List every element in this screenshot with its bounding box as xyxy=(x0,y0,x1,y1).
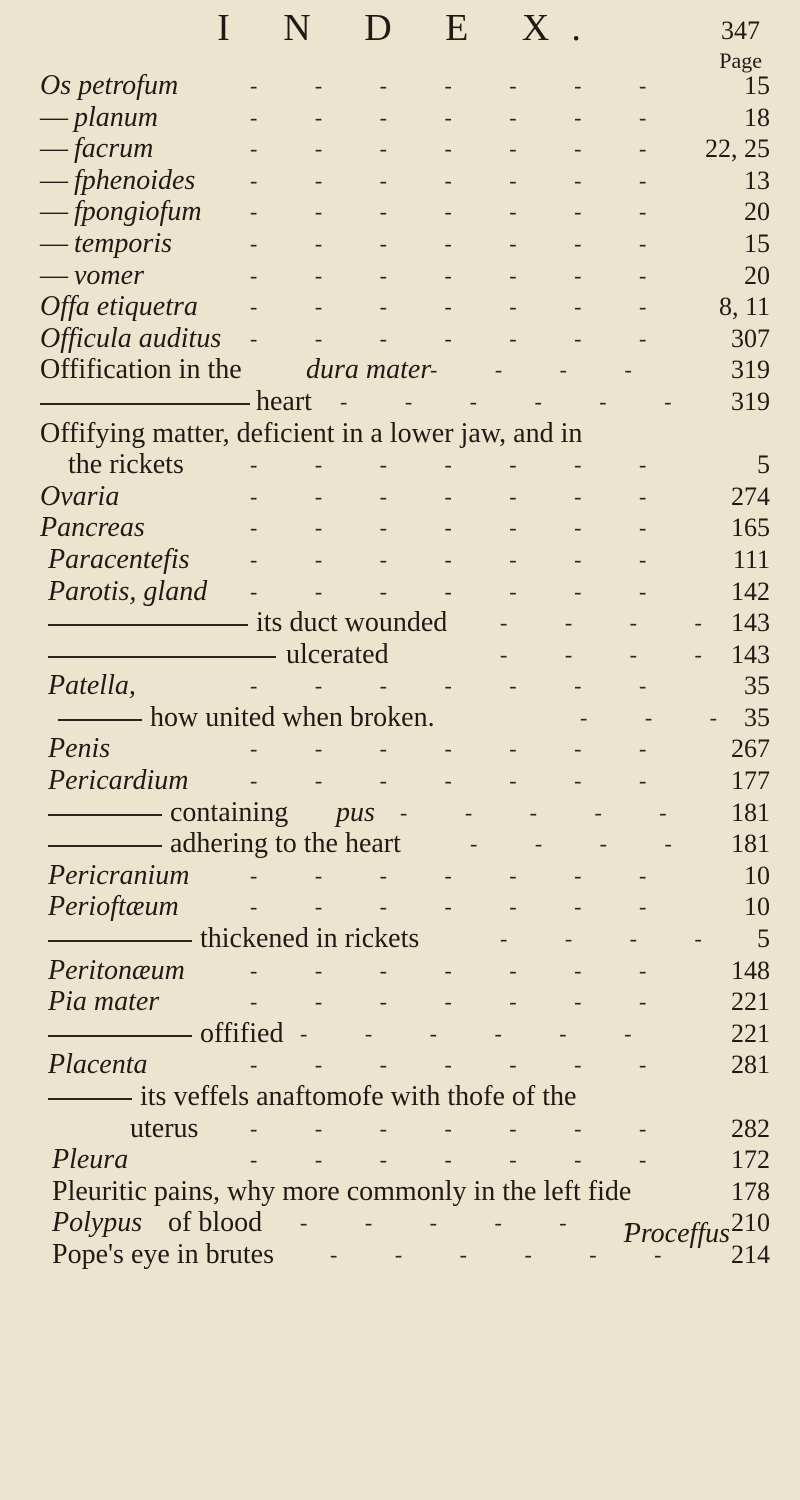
entry-term: Ovaria xyxy=(40,480,120,512)
leader-dots: - - - - - - - xyxy=(250,862,647,888)
leader-dots: - - - - - - - xyxy=(250,989,647,1015)
index-entry xyxy=(0,860,800,892)
entry-dash: — xyxy=(40,196,68,228)
ditto-rule xyxy=(58,719,142,721)
entry-term: Offification in the xyxy=(40,354,242,386)
entry-dash: — xyxy=(40,101,68,133)
entry-term: heart xyxy=(256,385,312,417)
leader-dots: - - - - - - xyxy=(300,1020,632,1046)
leader-dots: - - - - - - xyxy=(330,1241,662,1267)
index-entry xyxy=(0,70,800,102)
index-entry xyxy=(0,670,800,702)
entry-page: 181 xyxy=(731,829,770,859)
leader-dots: - - - - - - - xyxy=(250,957,647,983)
index-entry xyxy=(0,828,800,860)
index-entry xyxy=(0,1081,800,1113)
entry-page: 181 xyxy=(731,797,770,827)
entry-page: 221 xyxy=(731,1018,770,1048)
leader-dots: - - - - - - - xyxy=(250,515,647,541)
index-entry xyxy=(0,165,800,197)
index-entry xyxy=(0,544,800,576)
index-entry xyxy=(0,576,800,608)
leader-dots: - - - - - - - xyxy=(250,578,647,604)
entry-page: 5 xyxy=(757,450,770,480)
entry-page: 210 xyxy=(731,1208,770,1238)
index-entry xyxy=(0,418,800,450)
entry-term: Offifying matter, deficient in a lower jaw, and in xyxy=(40,417,583,449)
entry-page: 319 xyxy=(731,386,770,416)
ditto-rule xyxy=(40,403,250,405)
entry-term: fpongiofum xyxy=(74,196,202,228)
leader-dots: - - - - - - - xyxy=(250,104,647,130)
index-entry xyxy=(0,765,800,797)
leader-dots: - - - - - - - xyxy=(250,673,647,699)
entry-page: 178 xyxy=(731,1176,770,1206)
index-entry xyxy=(0,733,800,765)
index-entry xyxy=(0,196,800,228)
index-entry xyxy=(0,702,800,734)
leader-dots: - - - - - - - xyxy=(250,768,647,794)
index-entry xyxy=(0,449,800,481)
index-entry xyxy=(0,323,800,355)
entry-term: Pleuritic pains, why more commonly in the left fide xyxy=(52,1175,632,1207)
entry-term-italic: dura mater xyxy=(306,354,432,386)
leader-dots: - - - - - - - xyxy=(250,483,647,509)
index-entry xyxy=(0,1018,800,1050)
entry-term: fphenoides xyxy=(74,164,196,196)
entry-page: 35 xyxy=(744,702,770,732)
entry-term: offified xyxy=(200,1017,284,1049)
running-title: I N D E X. xyxy=(217,7,603,49)
entry-page: 177 xyxy=(731,766,770,796)
leader-dots: - - - - - - - xyxy=(250,1115,647,1141)
leader-dots: - - - - - - - xyxy=(250,262,647,288)
entry-term: containing xyxy=(170,796,289,828)
entry-page: 18 xyxy=(744,102,770,132)
entry-page: 307 xyxy=(731,323,770,353)
entry-page: 22, 25 xyxy=(705,134,770,164)
leader-dots: - - - - xyxy=(470,831,672,857)
entry-term: its duct wounded xyxy=(256,607,448,639)
leader-dots: - - - - - - xyxy=(340,388,672,414)
entry-term: planum xyxy=(74,101,158,133)
entry-term: Perioftæum xyxy=(48,891,179,923)
entry-page: 20 xyxy=(744,260,770,290)
index-entry xyxy=(0,386,800,418)
leader-dots: - - - - xyxy=(500,641,702,667)
entry-page: 165 xyxy=(731,513,770,543)
leader-dots: - - - - - - - xyxy=(250,1052,647,1078)
entry-page: 142 xyxy=(731,576,770,606)
index-entry xyxy=(0,260,800,292)
entry-page: 10 xyxy=(744,892,770,922)
leader-dots: - - - - xyxy=(500,610,702,636)
leader-dots: - - - - - - - xyxy=(250,230,647,256)
entry-page: 274 xyxy=(731,481,770,511)
entry-page: 35 xyxy=(744,671,770,701)
entry-term-italic: Polypus xyxy=(52,1207,143,1239)
leader-dots: - - - - - - - xyxy=(250,452,647,478)
entry-page: 221 xyxy=(731,987,770,1017)
entry-term-italic: pus xyxy=(336,796,375,828)
entry-page: 282 xyxy=(731,1113,770,1143)
leader-dots: - - - - - - - xyxy=(250,1147,647,1173)
page-header xyxy=(0,6,800,49)
entry-page: 281 xyxy=(731,1050,770,1080)
entry-term: Officula auditus xyxy=(40,322,222,354)
entry-dash: — xyxy=(40,164,68,196)
catchword: Proceffus xyxy=(623,1218,730,1249)
index-entry xyxy=(0,354,800,386)
index-entry xyxy=(0,1049,800,1081)
leader-dots: - - - - - - - xyxy=(250,736,647,762)
index-entry xyxy=(0,986,800,1018)
ditto-rule xyxy=(48,814,162,816)
leader-dots: - - - - xyxy=(500,926,702,952)
entry-term: Placenta xyxy=(48,1049,148,1081)
entry-term: Offa etiquetra xyxy=(40,291,198,323)
leader-dots: - - - - xyxy=(430,357,632,383)
entry-term: vomer xyxy=(74,259,144,291)
entry-term: its veffels anaftomofe with thofe of the xyxy=(140,1081,577,1112)
entry-term: thickened in rickets xyxy=(200,923,420,955)
entry-term: Patella, xyxy=(48,670,136,702)
entry-term: Penis xyxy=(48,733,111,765)
leader-dots: - - - xyxy=(580,704,717,730)
index-entry xyxy=(0,891,800,923)
leader-dots: - - - - - - - xyxy=(250,325,647,351)
entry-page: 214 xyxy=(731,1239,770,1269)
ditto-rule xyxy=(48,624,248,626)
entry-term: Parotis, gland xyxy=(48,575,208,607)
index-entry xyxy=(0,228,800,260)
entry-page: 15 xyxy=(744,71,770,100)
entry-term: the rickets xyxy=(68,449,184,481)
page-column-heading: Page xyxy=(719,48,762,73)
entry-term: Os petrofum xyxy=(40,70,179,101)
entry-term: Pericardium xyxy=(48,765,189,797)
entry-dash: — xyxy=(40,133,68,165)
index-entry xyxy=(0,1176,800,1208)
entry-page: 20 xyxy=(744,197,770,227)
ditto-rule xyxy=(48,845,162,847)
leader-dots: - - - - - - - xyxy=(250,294,647,320)
entry-page: 148 xyxy=(731,955,770,985)
index-entry xyxy=(0,102,800,134)
entry-term: Pia mater xyxy=(48,986,160,1018)
leader-dots: - - - - - xyxy=(400,799,667,825)
entry-term: Pleura xyxy=(52,1144,129,1176)
entry-page: 8, 11 xyxy=(718,292,770,322)
entry-term: uterus xyxy=(130,1112,199,1144)
leader-dots: - - - - - - - xyxy=(250,167,647,193)
entry-dash: — xyxy=(40,259,68,291)
entry-term: temporis xyxy=(74,227,172,259)
entry-page: 143 xyxy=(731,639,770,669)
page-number: 347 xyxy=(721,16,760,45)
leader-dots: - - - - - - - xyxy=(250,73,647,98)
entry-page: 143 xyxy=(731,608,770,638)
ditto-rule xyxy=(48,1035,192,1037)
index-entry xyxy=(0,1144,800,1176)
entry-page: 10 xyxy=(744,860,770,890)
entry-term: adhering to the heart xyxy=(170,828,401,860)
entry-page: 319 xyxy=(731,355,770,385)
entry-page: 267 xyxy=(731,734,770,764)
entry-page: 13 xyxy=(744,165,770,195)
entry-term: ulcerated xyxy=(286,638,389,670)
index-entry xyxy=(0,607,800,639)
index-entry xyxy=(0,955,800,987)
ditto-rule xyxy=(48,940,192,942)
entry-page: 15 xyxy=(744,228,770,258)
leader-dots: - - - - - - - xyxy=(250,199,647,225)
entry-term: facrum xyxy=(74,133,154,165)
index-entry xyxy=(0,481,800,513)
leader-dots: - - - - - - - xyxy=(250,546,647,572)
entry-term: Pope's eye in brutes xyxy=(52,1238,275,1270)
leader-dots: - - - - - - xyxy=(300,1210,632,1236)
leader-dots: - - - - - - - xyxy=(250,894,647,920)
entry-page: 5 xyxy=(757,924,770,954)
index-entry xyxy=(0,923,800,955)
index-entry xyxy=(0,1113,800,1145)
entry-page: 172 xyxy=(731,1145,770,1175)
index-entry xyxy=(0,797,800,829)
entry-term: Paracentefis xyxy=(48,543,190,575)
entry-term: of blood xyxy=(168,1207,263,1239)
index-entry xyxy=(0,133,800,165)
index-entry xyxy=(0,512,800,544)
index-entries xyxy=(0,70,800,1271)
entry-term: Pericranium xyxy=(48,859,190,891)
leader-dots: - - - - - - - xyxy=(250,136,647,162)
entry-term: Pancreas xyxy=(40,512,145,544)
entry-dash: — xyxy=(40,227,68,259)
entry-page: 111 xyxy=(732,544,770,574)
ditto-rule xyxy=(48,1098,132,1100)
ditto-rule xyxy=(48,656,276,658)
index-entry xyxy=(0,291,800,323)
entry-term: Peritonæum xyxy=(48,954,185,986)
entry-term: how united when broken. xyxy=(150,701,435,733)
index-entry xyxy=(0,639,800,671)
